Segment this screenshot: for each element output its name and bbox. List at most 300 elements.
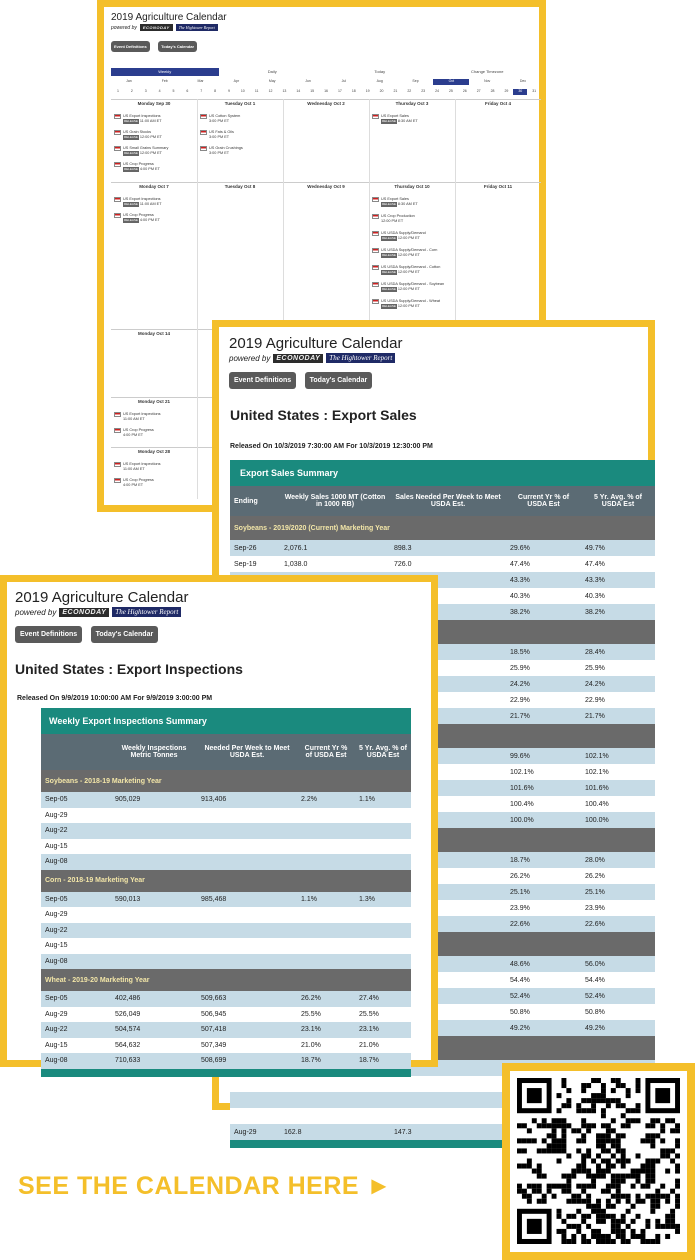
table-cell: Aug-29 xyxy=(234,1128,257,1136)
tab-today[interactable]: Today xyxy=(374,69,386,74)
event-time: 12:00 PM ET xyxy=(397,270,421,274)
calendar-event[interactable] xyxy=(114,146,168,156)
powered-by: powered by ECONODAY The Hightower Report xyxy=(15,607,188,617)
section-heading: Soybeans - 2019/2020 (Current) Marketing Year xyxy=(234,524,390,532)
table-cell: 38.2% xyxy=(585,608,605,616)
us-flag-icon xyxy=(372,265,379,270)
event-name: US Export Inspections xyxy=(123,114,161,118)
table-cell: 507,418 xyxy=(201,1026,227,1034)
event-time: 4:00 PM ET xyxy=(139,218,160,222)
table-cell: 509,663 xyxy=(201,995,227,1003)
table-cell: 47.4% xyxy=(510,560,530,568)
hightower-logo: The Hightower Report xyxy=(326,353,395,363)
event-tag: RELEASE xyxy=(382,270,396,274)
day-item[interactable]: 12 xyxy=(268,89,273,93)
event-name: US Grain Stocks xyxy=(123,130,152,134)
table-cell xyxy=(197,854,297,870)
us-flag-icon xyxy=(372,197,379,202)
table-row xyxy=(41,792,411,808)
table-cell: 1.1% xyxy=(359,796,375,804)
day-heading: Thursday Oct 3 xyxy=(395,101,429,106)
event-time: 12:00 PM ET xyxy=(381,219,404,223)
event-time: 12:00 PM ET xyxy=(139,151,163,155)
us-flag-icon xyxy=(372,248,379,253)
day-item[interactable]: 6 xyxy=(186,89,189,93)
day-item[interactable]: 31 xyxy=(532,89,537,93)
table-cell: 102.1% xyxy=(510,768,534,776)
table-row xyxy=(41,1007,411,1023)
month-item[interactable]: Jun xyxy=(305,79,311,83)
table-cell: Aug-08 xyxy=(45,858,68,866)
month-item[interactable]: Oct xyxy=(433,79,469,85)
table-cell: Aug-22 xyxy=(45,1026,68,1034)
tab-daily[interactable]: Daily xyxy=(267,69,277,74)
calendar-event[interactable] xyxy=(114,114,162,124)
econoday-logo: ECONODAY xyxy=(273,354,323,363)
month-strip xyxy=(111,79,541,85)
day-heading: Friday Oct 4 xyxy=(484,101,511,106)
table-cell xyxy=(111,823,197,839)
table-cell: 54.4% xyxy=(585,976,605,984)
event-definitions-button[interactable]: Event Definitions xyxy=(111,41,150,52)
month-item[interactable]: Jul xyxy=(341,79,347,83)
day-heading: Thursday Oct 10 xyxy=(394,184,430,189)
table-cell xyxy=(297,954,355,970)
table-cell: Aug-29 xyxy=(45,911,68,919)
event-tag: RELEASE xyxy=(124,218,138,222)
calendar-event[interactable] xyxy=(372,231,426,241)
section-heading: Soybeans - 2018-19 Marketing Year xyxy=(45,777,162,785)
day-item[interactable]: 14 xyxy=(296,89,301,93)
day-item[interactable]: 20 xyxy=(379,89,384,93)
table-row xyxy=(41,1038,411,1054)
table-cell: Aug-22 xyxy=(45,827,68,835)
calendar-event[interactable] xyxy=(200,130,234,140)
table-cell xyxy=(297,907,355,923)
event-tag: RELEASE xyxy=(124,135,138,139)
todays-calendar-button[interactable]: Today's Calendar xyxy=(158,41,197,52)
report-heading: United States : Export Sales xyxy=(230,407,417,423)
table-cell: 23.1% xyxy=(301,1026,321,1034)
table-cell: 147.3 xyxy=(394,1128,412,1136)
table-cell: 504,574 xyxy=(115,1026,141,1034)
table-cell xyxy=(297,808,355,824)
table-cell: 22.6% xyxy=(585,920,605,928)
event-name: US Crop Production xyxy=(381,214,415,218)
table-cell xyxy=(111,907,197,923)
table-cell: 23.1% xyxy=(359,1026,379,1034)
event-name: US Fats & Oils xyxy=(209,130,234,134)
table-row xyxy=(41,854,411,870)
table-cell: 101.6% xyxy=(510,784,534,792)
table-cell: 40.3% xyxy=(585,592,605,600)
table-cell: 47.4% xyxy=(585,560,605,568)
day-item[interactable]: 26 xyxy=(462,89,467,93)
event-name: US Crop Progress xyxy=(123,213,154,217)
day-heading: Tuesday Oct 1 xyxy=(224,101,256,106)
table-cell: 49.7% xyxy=(585,544,605,552)
day-item[interactable]: 22 xyxy=(407,89,412,93)
month-item[interactable]: May xyxy=(268,79,276,83)
us-flag-icon xyxy=(372,231,379,236)
day-heading: Friday Oct 11 xyxy=(483,184,513,189)
table-cell: 43.3% xyxy=(585,576,605,584)
us-flag-icon xyxy=(200,114,207,119)
tab-change-timezone[interactable]: Change Timezone xyxy=(471,69,504,74)
table-cell xyxy=(297,923,355,939)
us-flag-icon xyxy=(114,114,121,119)
table-cell: 54.4% xyxy=(510,976,530,984)
todays-calendar-button[interactable]: Today's Calendar xyxy=(91,626,159,643)
month-item[interactable]: Nov xyxy=(484,79,491,83)
event-name: US Export Sales xyxy=(381,114,409,118)
table-cell: 22.9% xyxy=(585,696,605,704)
table-cell: 21.7% xyxy=(585,712,605,720)
table-cell: 1.3% xyxy=(359,895,375,903)
table-cell: 1,038.0 xyxy=(284,560,308,568)
table-cell: Sep-19 xyxy=(234,560,257,568)
table-cell: 21.0% xyxy=(301,1041,321,1049)
month-item[interactable]: Apr xyxy=(233,79,240,83)
table-cell: 25.5% xyxy=(359,1010,379,1018)
day-item[interactable]: 21 xyxy=(393,89,398,93)
day-item[interactable]: 10 xyxy=(240,89,245,93)
table-cell: 49.2% xyxy=(585,1024,605,1032)
event-time: 8:30 AM ET xyxy=(397,119,418,123)
table-cell: 102.1% xyxy=(585,768,609,776)
table-cell: 22.6% xyxy=(510,920,530,928)
table-cell: 1.1% xyxy=(301,895,317,903)
month-item[interactable]: Jan xyxy=(126,79,132,83)
table-cell xyxy=(355,923,411,939)
us-flag-icon xyxy=(372,214,379,219)
table-row xyxy=(230,556,655,572)
event-name: US USDA Supply/Demand - Cotton xyxy=(381,265,441,269)
column-header xyxy=(41,734,111,770)
calendar-event[interactable] xyxy=(200,146,243,156)
summary-title: Weekly Export Inspections Summary xyxy=(41,708,411,734)
event-time: 8:30 AM ET xyxy=(397,202,418,206)
day-item[interactable]: 11 xyxy=(254,89,259,93)
table-cell: Aug-29 xyxy=(45,1010,68,1018)
event-name: US USDA Supply/Demand - Wheat xyxy=(381,299,441,303)
econoday-logo: ECONODAY xyxy=(140,24,173,31)
powered-by: powered by ECONODAY The Hightower Report xyxy=(111,24,227,31)
calendar-event[interactable] xyxy=(114,162,160,172)
day-item[interactable]: 7 xyxy=(200,89,203,93)
page-title: 2019 Agriculture Calendar xyxy=(15,589,189,606)
event-name: US Export Sales xyxy=(381,197,409,201)
event-time: 12:00 PM ET xyxy=(397,304,421,308)
table-cell xyxy=(197,823,297,839)
section-row xyxy=(41,969,411,991)
event-time: 11:00 AM ET xyxy=(139,119,162,123)
table-cell: 29.6% xyxy=(510,544,530,552)
calendar-event[interactable] xyxy=(114,462,161,472)
event-name: US Crop Progress xyxy=(123,162,154,166)
calendar-event[interactable] xyxy=(200,114,240,124)
table-cell: 50.8% xyxy=(585,1008,605,1016)
table-cell: 508,699 xyxy=(201,1057,227,1065)
table-cell xyxy=(111,808,197,824)
table-cell xyxy=(355,823,411,839)
table-cell: Sep-26 xyxy=(234,544,257,552)
table-cell xyxy=(355,808,411,824)
table-cell: Sep-05 xyxy=(45,995,68,1003)
table-cell: 23.9% xyxy=(585,904,605,912)
table-cell: 898.3 xyxy=(394,544,412,552)
table-cell xyxy=(197,808,297,824)
table-cell: Aug-15 xyxy=(45,942,68,950)
table-cell: Sep-05 xyxy=(45,796,68,804)
calendar-event[interactable] xyxy=(114,478,154,488)
table-cell xyxy=(355,839,411,855)
table-cell: 25.9% xyxy=(510,664,530,672)
calendar-event[interactable] xyxy=(372,197,418,207)
table-cell: 564,632 xyxy=(115,1041,141,1049)
month-item[interactable]: Feb xyxy=(161,79,168,83)
table-cell: 38.2% xyxy=(510,608,530,616)
event-tag: RELEASE xyxy=(382,202,396,206)
event-tag: RELEASE xyxy=(124,119,138,123)
day-item[interactable]: 4 xyxy=(158,89,161,93)
table-cell: 710,633 xyxy=(115,1057,141,1065)
table-cell: 56.0% xyxy=(585,960,605,968)
us-flag-icon xyxy=(372,114,379,119)
calendar-event[interactable] xyxy=(372,114,418,124)
page-title: 2019 Agriculture Calendar xyxy=(229,335,403,352)
table-row xyxy=(41,892,411,908)
day-item[interactable]: 16 xyxy=(324,89,329,93)
calendar-event[interactable] xyxy=(372,299,440,309)
table-footer xyxy=(41,1069,411,1077)
table-cell: 24.2% xyxy=(510,680,530,688)
table-cell xyxy=(197,923,297,939)
qr-code[interactable] xyxy=(502,1063,695,1260)
event-time: 3:00 PM ET xyxy=(209,119,230,123)
event-definitions-button[interactable]: Event Definitions xyxy=(229,372,296,389)
table-cell: 101.6% xyxy=(585,784,609,792)
table-cell: Sep-05 xyxy=(45,895,68,903)
summary-title: Export Sales Summary xyxy=(230,460,655,486)
table-cell: 43.3% xyxy=(510,576,530,584)
us-flag-icon xyxy=(114,162,121,167)
table-cell: 18.7% xyxy=(359,1057,379,1065)
day-item[interactable]: 1 xyxy=(116,89,119,93)
table-cell: 25.5% xyxy=(301,1010,321,1018)
day-item[interactable]: 27 xyxy=(476,89,481,93)
day-item[interactable]: 8 xyxy=(214,89,217,93)
table-cell xyxy=(111,839,197,855)
day-item[interactable]: 5 xyxy=(172,89,175,93)
table-cell xyxy=(197,954,297,970)
release-info: Released On 10/3/2019 7:30:00 AM For 10/3/2019 12:30:00 PM xyxy=(230,443,433,450)
day-item[interactable]: 15 xyxy=(310,89,315,93)
table-cell xyxy=(355,938,411,954)
calendar-event[interactable] xyxy=(372,265,440,275)
month-item[interactable]: Aug xyxy=(376,79,383,83)
qr-code-icon xyxy=(517,1078,680,1244)
calendar-event[interactable] xyxy=(114,130,162,140)
table-cell: 26.2% xyxy=(585,872,605,880)
table-cell xyxy=(390,1092,506,1108)
event-name: US Export Inspections xyxy=(123,197,161,201)
table-cell: 100.0% xyxy=(585,816,609,824)
table-row xyxy=(41,954,411,970)
event-name: US USDA Supply/Demand - Corn xyxy=(381,248,438,252)
day-item[interactable]: 30 xyxy=(513,89,527,95)
day-item[interactable]: 2 xyxy=(130,89,133,93)
section-row xyxy=(41,870,411,892)
column-header: Sales Needed Per Week to Meet USDA Est. xyxy=(395,494,501,508)
table-cell: 100.4% xyxy=(510,800,534,808)
table-cell xyxy=(297,938,355,954)
event-time: 11:00 AM ET xyxy=(139,202,162,206)
table-cell: 25.1% xyxy=(510,888,530,896)
day-item[interactable]: 3 xyxy=(144,89,147,93)
report-heading: United States : Export Inspections xyxy=(15,661,243,677)
table-cell: Aug-08 xyxy=(45,1057,68,1065)
hightower-logo: The Hightower Report xyxy=(112,607,181,617)
month-item[interactable]: Dec xyxy=(519,79,527,83)
table-cell: 52.4% xyxy=(585,992,605,1000)
day-item[interactable]: 29 xyxy=(504,89,509,93)
day-item[interactable]: 9 xyxy=(227,89,230,93)
table-cell: 102.1% xyxy=(585,752,609,760)
table-cell: Aug-15 xyxy=(45,842,68,850)
table-cell: Aug-08 xyxy=(45,957,68,965)
table-cell xyxy=(230,1076,280,1092)
table-cell xyxy=(111,954,197,970)
table-row xyxy=(41,938,411,954)
event-time: 12:00 PM ET xyxy=(139,135,163,139)
tab-weekly[interactable]: Weekly xyxy=(111,68,219,76)
calendar-event[interactable] xyxy=(372,214,415,224)
us-flag-icon xyxy=(114,478,121,483)
day-item[interactable]: 25 xyxy=(448,89,453,93)
table-cell xyxy=(197,839,297,855)
day-heading: Monday Sep 30 xyxy=(137,101,171,106)
table-cell xyxy=(390,1108,506,1124)
event-tag: RELEASE xyxy=(124,151,138,155)
calendar-event[interactable] xyxy=(114,213,160,223)
export-inspections-screenshot xyxy=(0,575,438,1067)
day-heading: Monday Oct 7 xyxy=(139,184,169,189)
column-header: Needed Per Week to Meet USDA Est. xyxy=(204,745,290,759)
event-time: 4:00 PM ET xyxy=(123,433,144,437)
event-name: US Small Grains Summary xyxy=(123,146,169,150)
us-flag-icon xyxy=(200,146,207,151)
calendar-event[interactable] xyxy=(114,428,154,438)
day-item[interactable]: 13 xyxy=(282,89,287,93)
table-cell: 50.8% xyxy=(510,1008,530,1016)
table-cell: 21.0% xyxy=(359,1041,379,1049)
section-row xyxy=(41,770,411,792)
table-cell: 162.8 xyxy=(284,1128,302,1136)
day-heading: Wednesday Oct 2 xyxy=(307,101,345,106)
calendar-event[interactable] xyxy=(114,197,162,207)
table-cell: 22.9% xyxy=(510,696,530,704)
event-time: 11:00 AM ET xyxy=(123,467,145,471)
table-row xyxy=(41,991,411,1007)
column-header: 5 Yr. Avg. % of USDA Est xyxy=(359,745,407,759)
table-cell xyxy=(230,1108,280,1124)
day-item[interactable]: 18 xyxy=(351,89,356,93)
column-header: Weekly Inspections Metric Tonnes xyxy=(121,745,187,759)
us-flag-icon xyxy=(114,412,121,417)
powered-by: powered by ECONODAY The Hightower Report xyxy=(229,353,402,363)
table-cell xyxy=(280,1092,390,1108)
table-cell: 49.2% xyxy=(510,1024,530,1032)
table-cell xyxy=(297,823,355,839)
event-tag: RELEASE xyxy=(382,119,396,123)
us-flag-icon xyxy=(114,428,121,433)
table-cell xyxy=(297,839,355,855)
table-cell: 2.2% xyxy=(301,796,317,804)
release-info: Released On 9/9/2019 10:00:00 AM For 9/9/2019 3:00:00 PM xyxy=(17,695,213,702)
table-cell: 24.2% xyxy=(585,680,605,688)
table-cell: 507,349 xyxy=(201,1041,227,1049)
export-inspections-table xyxy=(41,734,411,1069)
event-name: US Crop Progress xyxy=(123,428,154,432)
table-cell: Aug-29 xyxy=(45,811,68,819)
event-time: 11:00 AM ET xyxy=(123,417,145,421)
table-row xyxy=(230,540,655,556)
day-strip xyxy=(111,89,541,95)
event-name: US Grain Crushings xyxy=(209,146,243,150)
event-tag: RELEASE xyxy=(382,304,396,308)
table-cell: 28.4% xyxy=(585,648,605,656)
column-header: Current Yr % of USDA Est xyxy=(304,745,348,759)
event-time: 3:00 PM ET xyxy=(209,151,230,155)
day-heading: Monday Oct 21 xyxy=(137,399,170,404)
calendar-event[interactable] xyxy=(114,412,161,422)
day-item[interactable]: 17 xyxy=(337,89,342,93)
calendar-event[interactable] xyxy=(372,282,444,292)
event-tag: RELEASE xyxy=(124,202,138,206)
table-cell: 26.2% xyxy=(510,872,530,880)
column-header: Current Yr % of USDA Est xyxy=(517,494,570,508)
table-cell: 40.3% xyxy=(510,592,530,600)
table-row xyxy=(41,808,411,824)
table-cell xyxy=(111,938,197,954)
table-row xyxy=(41,923,411,939)
event-definitions-button[interactable]: Event Definitions xyxy=(15,626,82,643)
us-flag-icon xyxy=(372,299,379,304)
table-cell: 985,468 xyxy=(201,895,227,903)
day-item[interactable]: 23 xyxy=(421,89,426,93)
event-time: 4:00 PM ET xyxy=(123,483,144,487)
table-cell: 18.7% xyxy=(510,856,530,864)
calendar-event[interactable] xyxy=(372,248,437,258)
table-cell: 99.6% xyxy=(510,752,530,760)
todays-calendar-button[interactable]: Today's Calendar xyxy=(305,372,373,389)
see-calendar-link[interactable]: SEE THE CALENDAR HERE ► xyxy=(18,1172,392,1200)
day-item[interactable]: 28 xyxy=(490,89,495,93)
event-time: 3:00 PM ET xyxy=(209,135,230,139)
table-cell: 52.4% xyxy=(510,992,530,1000)
day-heading: Monday Oct 14 xyxy=(137,331,170,336)
day-item[interactable]: 19 xyxy=(365,89,370,93)
month-item[interactable]: Sep xyxy=(412,79,419,83)
month-item[interactable]: Mar xyxy=(197,79,204,83)
us-flag-icon xyxy=(114,130,121,135)
day-item[interactable]: 24 xyxy=(435,89,440,93)
day-heading: Wednesday Oct 9 xyxy=(307,184,345,189)
table-cell xyxy=(197,938,297,954)
table-cell: 100.4% xyxy=(585,800,609,808)
table-cell: 25.9% xyxy=(585,664,605,672)
